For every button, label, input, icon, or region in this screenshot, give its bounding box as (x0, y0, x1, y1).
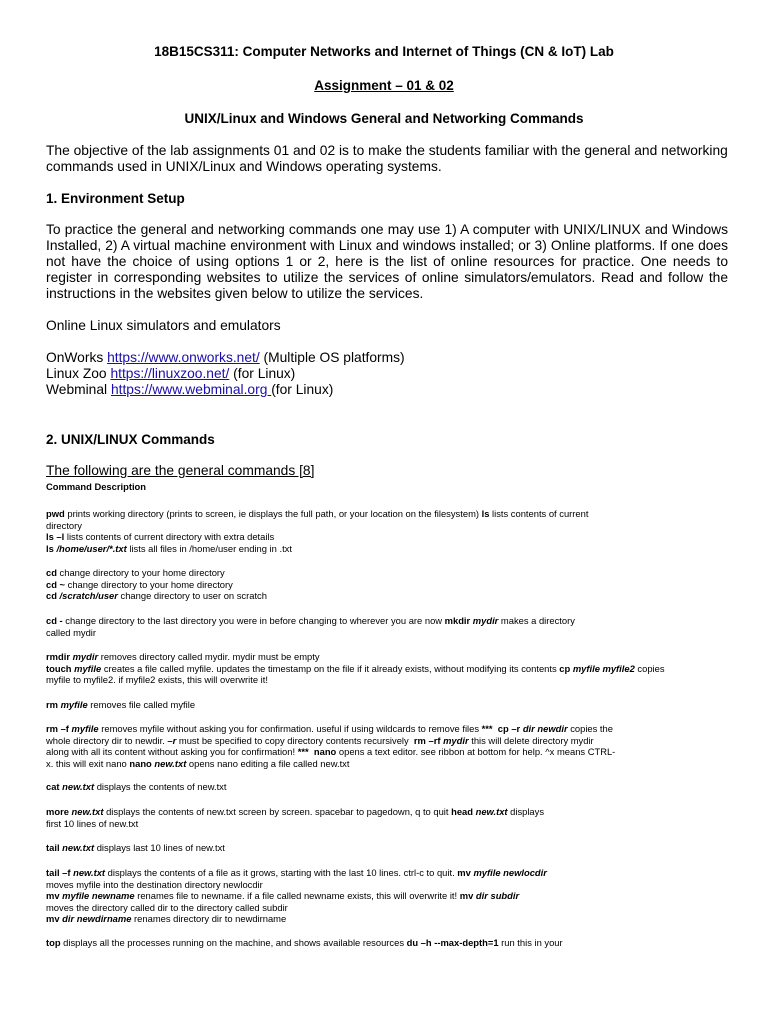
command-group-rm: rm myfile removes file called myfile (46, 699, 196, 710)
command-group-pwd-ls: pwd prints working directory (prints to screen, ie displays the full path, or your location on the filesystem) ls lists contents of current directory ls –l lists contents of current directory with extra details ls /home/user/*.txt lists all files in /home/user ending in .txt (46, 508, 589, 554)
document-subtitle: UNIX/Linux and Windows General and Networking Commands (184, 111, 584, 126)
section-1-heading: 1. Environment Setup (46, 191, 185, 206)
objective-paragraph: The objective of the lab assignments 01 and 02 is to make the students familiar with the general and networking commands used in UNIX/Linux and Windows operating systems. (46, 143, 728, 174)
linuxzoo-link[interactable]: https://linuxzoo.net/ (110, 366, 230, 381)
command-group-cd: cd change directory to your home directory cd ~ change directory to your home directory cd /scratch/user change directory to user on scratch (46, 567, 267, 602)
command-group-tailf-mv: tail –f new.txt displays the contents of a file as it grows, starting with the last 10 lines. ctrl-c to quit. mv myfile newlocdir moves myfile into the destination directory newlocdir mv myfile newname renames file to newname. if a file called newname exists, this will overwrite it! mv dir subdir moves the directory called dir to the directory called subdir mv dir newdirname renames directory dir to newdirname (46, 867, 547, 925)
command-group-top-du: top displays all the processes running on the machine, and shows available resources du –h --max-depth=1 run this in your (46, 937, 563, 948)
command-group-tail: tail new.txt displays last 10 lines of new.txt (46, 842, 225, 853)
command-description-header: Command Description (46, 481, 147, 492)
course-title: 18B15CS311: Computer Networks and Internet of Things (CN & IoT) Lab (154, 44, 614, 59)
command-group-rmdir-touch-cp: rmdir mydir removes directory called mydir. mydir must be empty touch myfile creates a file called myfile. updates the timestamp on the file if it already exists, without modifying its contents cp myfile myfile2 copies myfile to myfile2. if myfile2 exists, this will overwrite it! (46, 651, 665, 686)
resource-list (46, 350, 728, 398)
onworks-link[interactable]: https://www.onworks.net/ (107, 350, 260, 365)
command-group-rmf-cpr-nano: rm –f myfile removes myfile without asking you for confirmation. useful if using wildcards to remove files *** cp –r dir newdir copies the whole directory dir to newdir. –r must be specified to copy directory contents recursively rm –rf mydir this will delete directory mydir along with all its content without asking you for confirmation! *** nano opens a text editor. see ribbon at bottom for help. ^x means CTRL- x. this will exit nano nano new.txt opens nano editing a file called new.txt (46, 723, 616, 769)
webminal-link[interactable]: https://www.webminal.org (110, 382, 272, 397)
environment-paragraph: To practice the general and networking commands one may use 1) A computer with UNIX/LINUX and Windows Installed, 2) A virtual machine environment with Linux and windows installed; or 3) Online platforms. If one does not have the choice of using options 1 or 2, here is the list of online resources for practice. One needs to register in corresponding websites to utilize the services of online simulators/emulators. Read and follow the instructions in the websites given below to utilize the services. (46, 222, 728, 301)
resource-item: OnWorks https://www.onworks.net/ (Multiple OS platforms) (46, 350, 405, 365)
command-group-cat: cat new.txt displays the contents of new.txt (46, 781, 227, 792)
section-2-heading: 2. UNIX/LINUX Commands (46, 432, 215, 447)
resource-item: Webminal https://www.webminal.org (for Linux) (46, 382, 334, 397)
resource-item: Linux Zoo https://linuxzoo.net/ (for Linux) (46, 366, 296, 381)
assignment-title: Assignment – 01 & 02 (314, 78, 454, 93)
online-simulators-label: Online Linux simulators and emulators (46, 318, 281, 333)
command-group-more-head: more new.txt displays the contents of new.txt screen by screen. spacebar to pagedown, q to quit head new.txt displays first 10 lines of new.txt (46, 806, 545, 829)
general-commands-intro: The following are the general commands [8] (46, 463, 315, 478)
command-group-cd-mkdir: cd - change directory to the last directory you were in before changing to wherever you are now mkdir mydir makes a directory called mydir (46, 615, 575, 638)
